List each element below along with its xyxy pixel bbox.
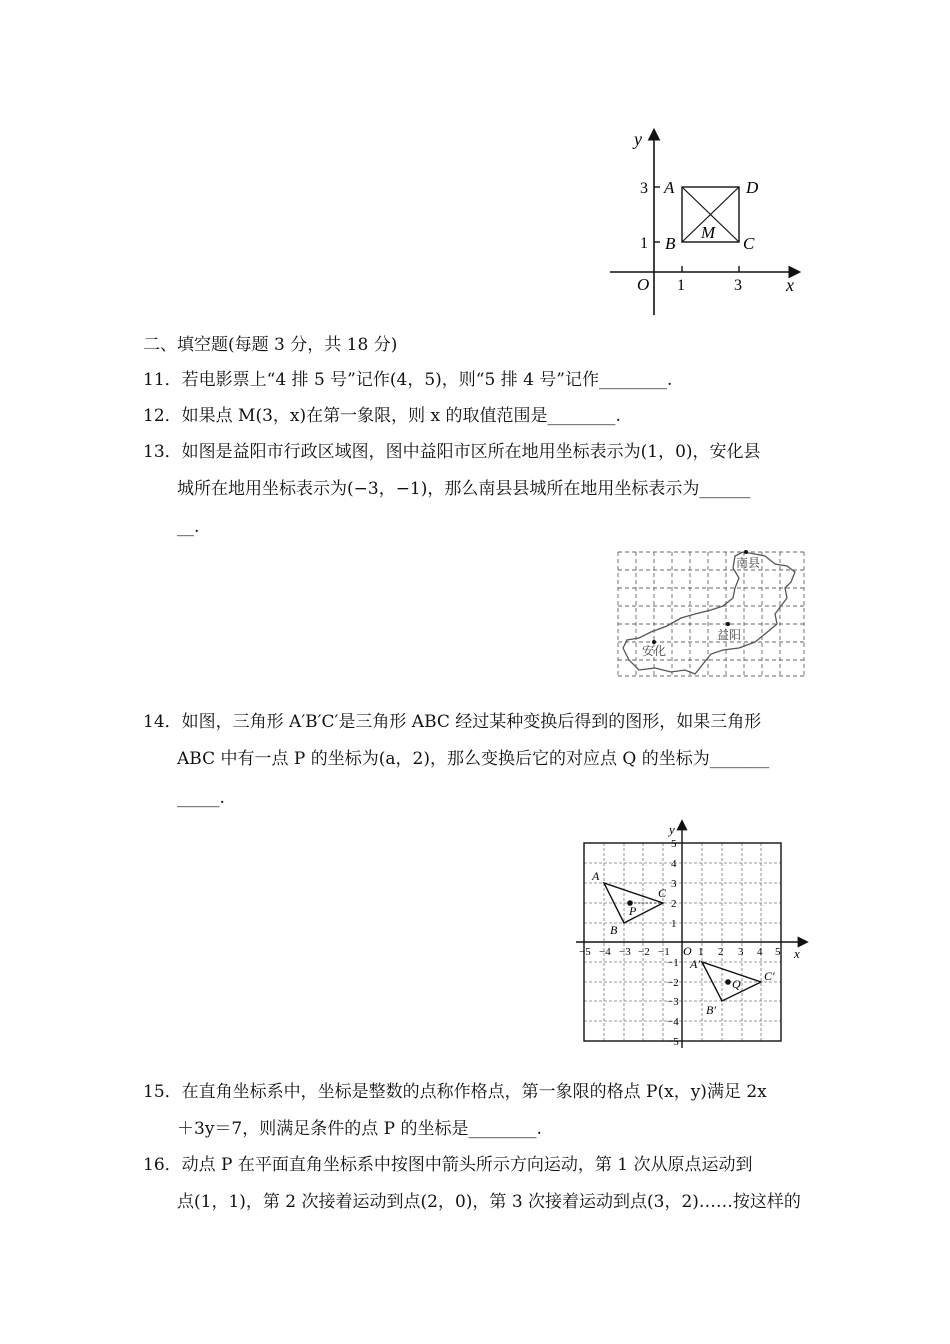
svg-text:2: 2 <box>671 898 677 910</box>
point-a-label: A <box>664 178 675 197</box>
svg-text:−1: −1 <box>658 946 670 958</box>
svg-text:3: 3 <box>640 180 648 197</box>
point-p-label: P <box>629 904 637 918</box>
question-14: 14．如图，三角形 A′B′C′是三角形 ABC 经过某种变换后得到的图形，如果三角形 <box>143 712 762 732</box>
point-a-prime-label: A′ <box>690 957 700 971</box>
point-c-prime-label: C′ <box>764 969 775 983</box>
svg-text:1: 1 <box>677 277 685 294</box>
svg-text:−4: −4 <box>599 946 611 958</box>
origin-label: O <box>637 275 650 294</box>
point-c-label: C <box>658 886 667 900</box>
question-15: 15．在直角坐标系中，坐标是整数的点称作格点，第一象限的格点 P(x，y)满足 2x <box>143 1082 767 1102</box>
point-b-prime-label: B′ <box>706 1003 716 1017</box>
question-11: 11．若电影票上“4 排 5 号”记作(4，5)，则“5 排 4 号”记作________. <box>143 370 673 390</box>
point-b-label: B <box>665 234 676 253</box>
point-q <box>725 979 731 985</box>
point-c-label: C <box>743 234 755 253</box>
nanxian-point <box>744 550 748 554</box>
svg-text:5: 5 <box>775 946 781 958</box>
svg-text:1: 1 <box>698 946 704 958</box>
question-13: 13．如图是益阳市行政区域图，图中益阳市区所在地用坐标表示为(1，0)，安化县 <box>143 442 761 462</box>
point-q-label: Q <box>732 977 741 991</box>
svg-text:4: 4 <box>757 946 763 958</box>
point-b-label: B <box>610 923 618 937</box>
x-axis-label: x <box>786 275 794 295</box>
section-heading: 二、填空题(每题 3 分，共 18 分) <box>143 335 398 355</box>
point-m-label: M <box>701 223 716 242</box>
question-13-line-3: __. <box>177 517 200 537</box>
question-15-line-2: ＋3y＝7，则满足条件的点 P 的坐标是________. <box>177 1119 542 1139</box>
svg-text:−5: −5 <box>579 946 591 958</box>
svg-text:−2: −2 <box>667 977 679 989</box>
anhua-label: 安化 <box>642 644 667 658</box>
figure-square-abcd <box>600 125 810 320</box>
origin-label: O <box>683 944 692 958</box>
y-axis-label: y <box>669 822 675 837</box>
question-14-line-2: ABC 中有一点 P 的坐标为(a，2)，那么变换后它的对应点 Q 的坐标为_______ <box>177 749 770 769</box>
point-a-label: A <box>592 869 600 883</box>
question-14-line-3: _____. <box>177 788 225 808</box>
yiyang-point <box>726 622 730 626</box>
figure-yiyang-map <box>615 548 807 680</box>
y-axis-label: y <box>634 129 642 149</box>
svg-text:4: 4 <box>671 858 677 870</box>
question-13-line-2: 城所在地用坐标表示为(−3，−1)，那么南县县城所在地用坐标表示为______ <box>177 479 751 499</box>
svg-text:3: 3 <box>671 878 677 890</box>
svg-text:3: 3 <box>738 946 744 958</box>
svg-text:−3: −3 <box>619 946 631 958</box>
svg-text:1: 1 <box>671 918 677 930</box>
svg-text:2: 2 <box>718 946 724 958</box>
x-axis-label: x <box>794 946 800 961</box>
question-16-line-2: 点(1，1)，第 2 次接着运动到点(2，0)，第 3 次接着运动到点(3，2)……按这样的 <box>177 1192 801 1212</box>
question-16: 16．动点 P 在平面直角坐标系中按图中箭头所示方向运动，第 1 次从原点运动到 <box>143 1155 753 1175</box>
yiyang-label: 益阳 <box>717 628 742 642</box>
svg-text:−4: −4 <box>667 1016 679 1028</box>
figure-triangle-transform <box>574 818 810 1050</box>
svg-text:−1: −1 <box>667 957 679 969</box>
question-12: 12．如果点 M(3，x)在第一象限，则 x 的取值范围是________. <box>143 406 621 426</box>
svg-text:−3: −3 <box>667 996 679 1008</box>
nanxian-label: 南县 <box>736 556 761 570</box>
point-d-label: D <box>746 178 759 197</box>
svg-text:5: 5 <box>671 838 677 850</box>
svg-text:−2: −2 <box>638 946 650 958</box>
svg-text:1: 1 <box>640 235 648 252</box>
svg-text:3: 3 <box>734 277 742 294</box>
svg-text:−5: −5 <box>667 1036 679 1048</box>
